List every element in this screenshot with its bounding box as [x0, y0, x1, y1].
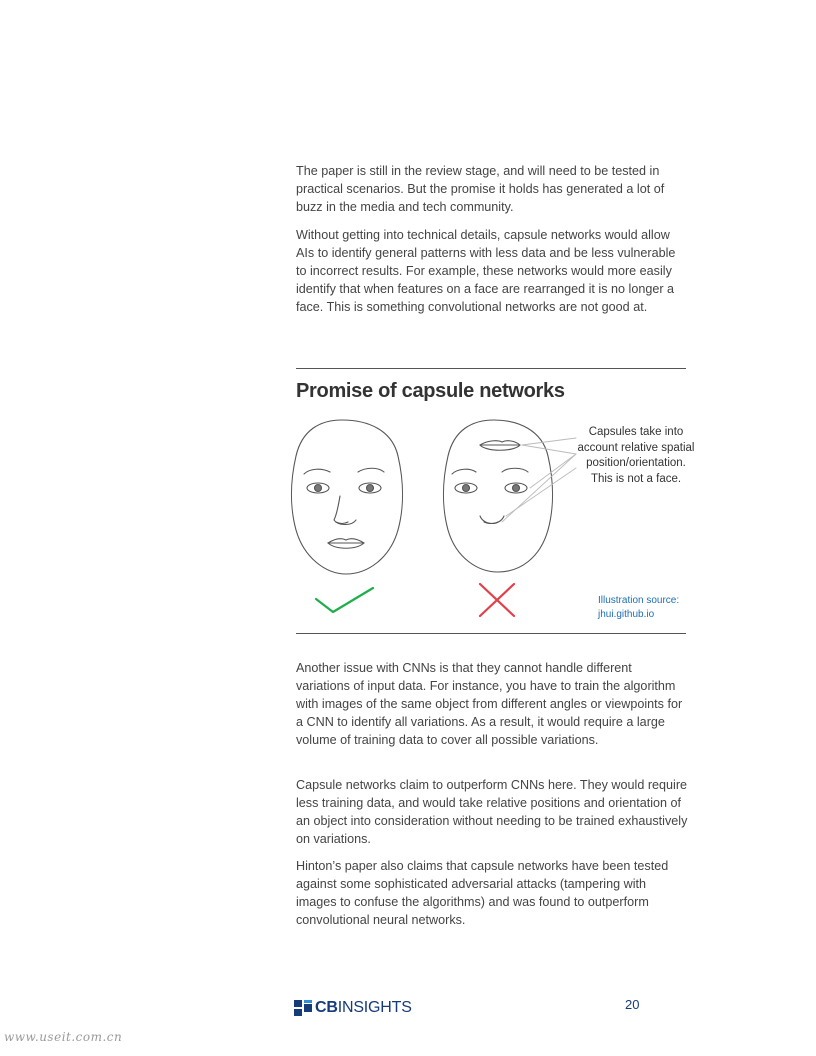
paragraph-adversarial-attacks: Hinton’s paper also claims that capsule networks have been tested against some sophisticated adversarial attacks (tampering with images to confuse the algorithms) and was found to outperform convolutional neural networks. [296, 859, 669, 927]
paragraph-review-stage: The paper is still in the review stage, and will need to be tested in practical scenarios. But the promise it holds has generated a lot of buzz in the media and tech community. [296, 164, 665, 214]
illustration-source-link[interactable]: Illustration source: jhui.github.io [598, 595, 680, 620]
watermark: www.useit.com.cn [4, 1030, 123, 1044]
logo-wordmark [315, 999, 412, 1017]
section-bottom-rule [296, 633, 686, 634]
cbinsights-logo-icon [294, 1000, 312, 1016]
paragraph-cnn-variations: Another issue with CNNs is that they cannot handle different variations of input data. For instance, you have to train the algorithm with images of the same object from different angles or viewpoints for a CNN to identify all variations. As a result, it would require a large volume of training data to cover all possible variations. [296, 661, 683, 747]
section-top-rule [296, 368, 686, 369]
face-sketch [292, 420, 403, 574]
section-heading: Promise of capsule networks [296, 380, 565, 402]
logo-bold-part: CB [315, 999, 338, 1016]
cross-mark-icon [480, 584, 514, 616]
figure-caption: Capsules take into account relative spatial position/orientation. This is not a face. [577, 426, 695, 485]
paragraph-technical-details: Without getting into technical details, capsule networks would allow AIs to identify general patterns with less data and be less vulnerable to incorrect results. For example, these networks would more easily identify that when features on a face are rearranged it is no longer a face. This is something convolutional networks are not good at. [296, 228, 676, 314]
check-mark-icon [316, 588, 373, 612]
cbinsights-logo [294, 998, 412, 1018]
page-number: 20 [625, 997, 640, 1012]
logo-rest-part: INSIGHTS [337, 999, 412, 1016]
paragraph-capsule-claims: Capsule networks claim to outperform CNNs here. They would require less training data, and would take relative positions and orientation of an object into consideration without needing to be trained exhaustively on variations. [296, 778, 688, 846]
